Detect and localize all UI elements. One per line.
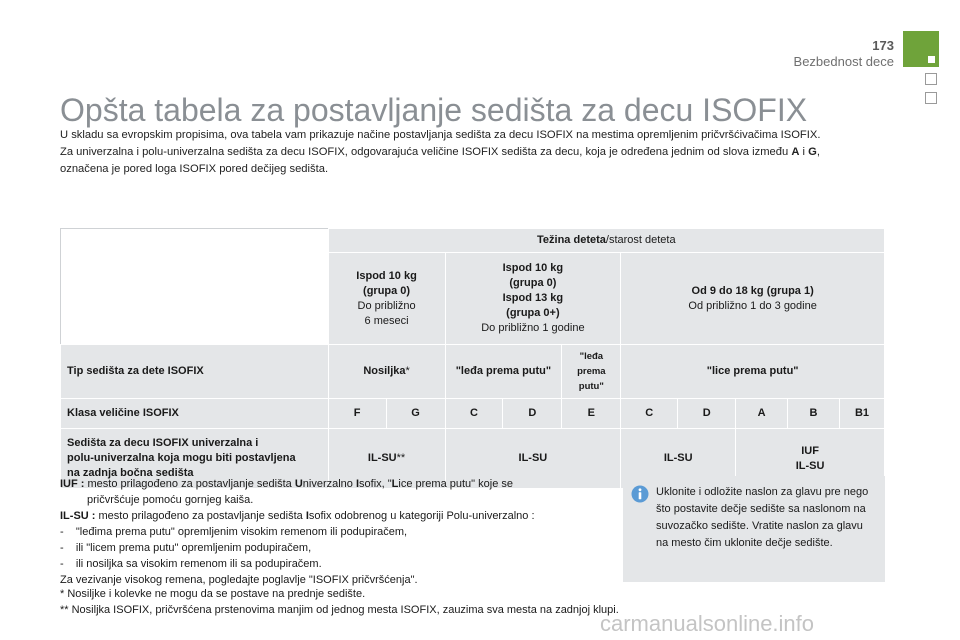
seat-type-text: Nosiljka xyxy=(363,365,406,377)
intro-letter-g: G xyxy=(808,146,817,158)
page-title: Opšta tabela za postavljanje sedišta za decu ISOFIX xyxy=(60,92,808,128)
group-text: Od približno 1 do 3 godine xyxy=(688,299,817,312)
intro-text-part: i xyxy=(799,146,809,158)
group-text: 6 meseci xyxy=(364,314,409,327)
isofix-table xyxy=(60,228,885,489)
group-text: (grupa 0) xyxy=(509,277,557,289)
legend-text: niverzalno xyxy=(302,478,356,490)
legend-text: sofix, " xyxy=(359,478,392,490)
legend-item: - ili nosiljka sa visokim remenom ili sa podupiračem. xyxy=(60,558,322,570)
size-class-cell: G xyxy=(386,399,445,429)
size-class-cell: C xyxy=(621,399,678,429)
chapter-marker xyxy=(925,92,937,104)
legend-letter: L xyxy=(391,478,399,490)
legend-iuf xyxy=(60,476,620,492)
row-label-line: Sedišta za decu ISOFIX univerzalna i xyxy=(67,437,259,449)
legend-term: IUF : xyxy=(60,478,85,490)
intro-paragraph-1: U skladu sa evropskim propisima, ova tabela vam prikazuje načine postavljanja sedišta za decu ISOFIX na mestima opremljenim pričvršćivačima ISOFIX. xyxy=(60,129,821,141)
seats-cell: IL-SU xyxy=(621,429,736,489)
row-label-line: polu-univerzalna koja mogu biti postavljena xyxy=(67,452,296,464)
weight-header xyxy=(328,229,884,253)
legend-text: sofix odobrenog u kategoriji Polu-univerzalno : xyxy=(308,510,535,522)
legend-item: - "leđima prema putu" opremljenim visokim remenom ili podupiračem, xyxy=(60,526,408,538)
footnote-mark: * xyxy=(405,365,410,377)
size-class-cell: A xyxy=(736,399,788,429)
seats-text: IUF xyxy=(801,444,819,457)
intro-text xyxy=(60,127,850,178)
group-cell-1 xyxy=(445,253,621,345)
legend-letter: U xyxy=(294,478,303,490)
group-text: Do približno xyxy=(357,299,416,312)
info-text: Uklonite i odložite naslon za glavu pre nego što postavite dečje sedište sa naslonom na suvozačko sedište. Vratite naslon za glavu na mesto čim uklonite dečje sedište. xyxy=(656,486,869,549)
size-class-cell: E xyxy=(562,399,621,429)
seat-type-cell: "leđa prema putu" xyxy=(562,345,621,399)
seats-text: IL-SU xyxy=(795,459,825,472)
chapter-marker-dot xyxy=(928,56,935,63)
table-corner xyxy=(61,229,329,345)
size-class-cell: C xyxy=(445,399,503,429)
legend-term: IL-SU : xyxy=(60,510,96,522)
intro-letter-a: A xyxy=(791,146,800,158)
info-icon xyxy=(631,485,649,503)
info-box xyxy=(623,476,885,582)
legend-iuf-cont: pričvršćuje pomoću gornjeg kaiša. xyxy=(87,494,254,506)
legend xyxy=(60,476,620,588)
size-class-cell: D xyxy=(678,399,736,429)
group-text: (grupa 0) xyxy=(363,284,411,297)
page-number: 173 xyxy=(872,38,894,53)
size-class-cell: B1 xyxy=(839,399,884,429)
legend-item: - ili "licem prema putu" opremljenim podupiračem, xyxy=(60,542,312,554)
group-text: Do približno 1 godine xyxy=(481,322,585,334)
chapter-marker xyxy=(925,73,937,85)
weight-header-bold: Težina deteta xyxy=(537,234,606,246)
seat-type-cell: "lice prema putu" xyxy=(621,345,885,399)
group-cell-0 xyxy=(328,253,445,345)
seats-cell: IL-SU xyxy=(445,429,621,489)
weight-header-rest: /starost deteta xyxy=(605,234,676,246)
legend-text: mesto prilagođeno za postavljanje sedišta xyxy=(95,510,306,522)
seats-text: IL-SU xyxy=(367,452,397,464)
group-text: Ispod 10 kg xyxy=(356,269,417,282)
intro-text-part: , označena je pored loga ISOFIX pored dečijeg sedišta. xyxy=(60,146,820,175)
footnote-1: * Nosiljke i kolevke ne mogu da se postave na prednje sedište. xyxy=(60,588,366,600)
row-label-line: na zadnja bočna sedišta xyxy=(67,467,194,479)
group-text: Ispod 13 kg xyxy=(502,292,564,304)
seat-type-cell xyxy=(328,345,445,399)
legend-letter: I xyxy=(305,510,309,522)
size-class-cell: B xyxy=(788,399,840,429)
group-text: (grupa 0+) xyxy=(506,307,560,319)
row-label-size-class: Klasa veličine ISOFIX xyxy=(61,399,329,429)
intro-paragraph-2 xyxy=(60,144,850,178)
legend-text: mesto prilagođeno za postavljanje sedišta xyxy=(84,478,295,490)
chapter-marker-active xyxy=(903,31,939,67)
footnote-mark: ** xyxy=(396,452,406,464)
legend-letter: I xyxy=(355,478,360,490)
row-label-seat-type: Tip sedišta za dete ISOFIX xyxy=(61,345,329,399)
watermark: carmanualsonline.info xyxy=(600,611,815,636)
size-class-cell: F xyxy=(328,399,386,429)
footnote-2: ** Nosiljka ISOFIX, pričvršćena prstenovima manjim od jednog mesta ISOFIX, zauzima sva mesta na zadnjoj klupi. xyxy=(60,604,619,616)
size-class-cell: D xyxy=(503,399,562,429)
group-cell-2 xyxy=(621,253,885,345)
intro-text-part: Za univerzalna i polu-univerzalna sedišta za decu ISOFIX, odgovarajuća veličine ISOFIX sedišta za decu, koja je određena jednim od slova između xyxy=(60,146,792,158)
section-name: Bezbednost dece xyxy=(793,54,894,69)
seat-type-cell: "leđa prema putu" xyxy=(445,345,562,399)
legend-text: ice prema putu" koje se xyxy=(398,478,513,490)
group-text: Ispod 10 kg xyxy=(502,262,564,274)
legend-ilsu xyxy=(60,508,620,524)
legend-last: Za vezivanje visokog remena, pogledajte poglavlje "ISOFIX pričvršćenja". xyxy=(60,574,418,586)
group-text: Od 9 do 18 kg (grupa 1) xyxy=(691,284,814,297)
